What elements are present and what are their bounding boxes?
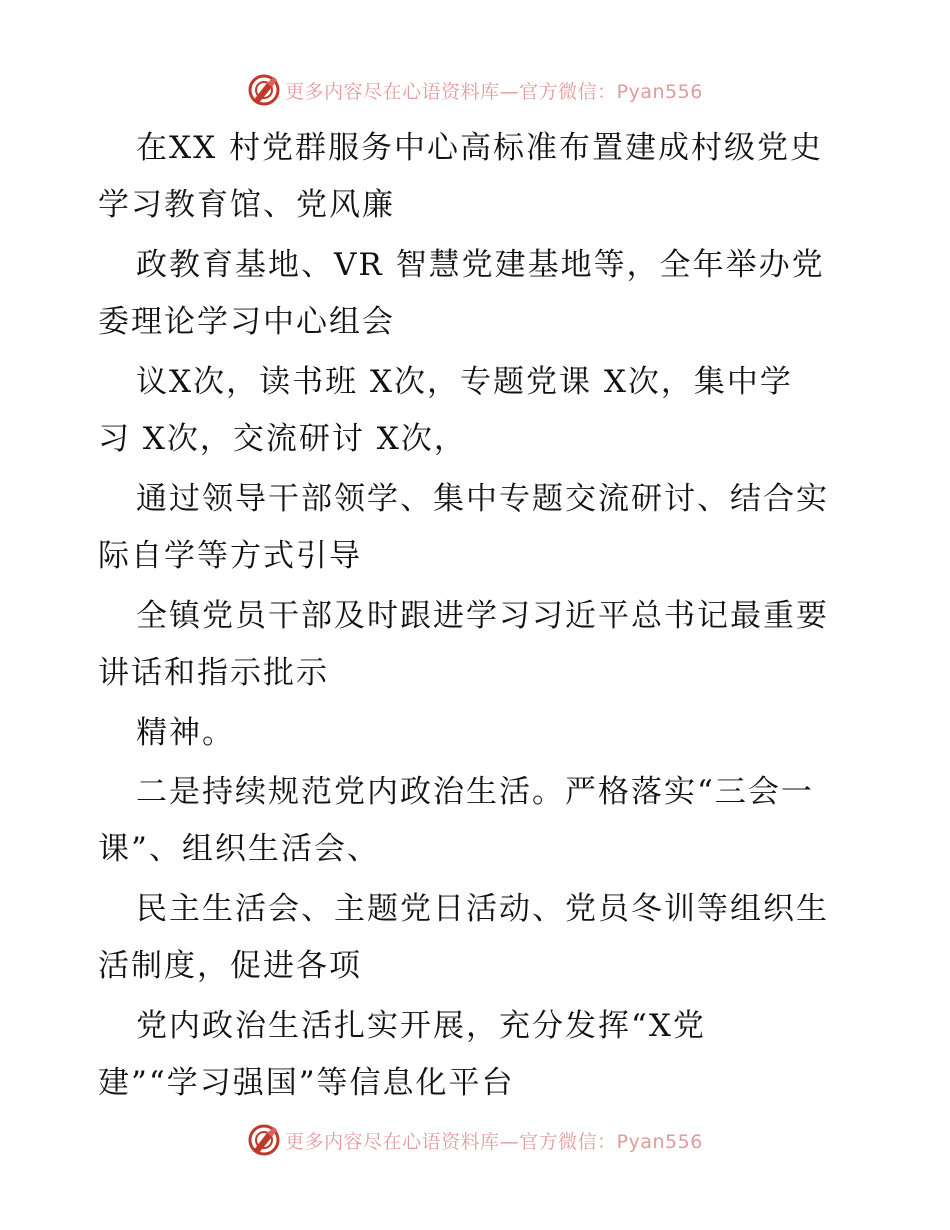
paragraph-6-line-1: 精神。 xyxy=(136,715,235,751)
footer-watermark-banner xyxy=(0,1120,950,1160)
paragraph-8-line-2: 活制度，促进各项 xyxy=(98,948,362,984)
paragraph-1-line-1: 在XX 村党群服务中心高标准布置建成村级党史 xyxy=(136,130,823,166)
paragraph-3-line-1: 议X次，读书班 X次，专题党课 X次，集中学 xyxy=(136,364,793,400)
banner-text: 更多内容尽在心语资料库—官方微信：Pyan556 xyxy=(285,80,703,103)
paragraph-9-line-2: 建”“学习强国”等信息化平台 xyxy=(98,1065,515,1101)
paragraph-3-line-2: 习 X次，交流研讨 X次， xyxy=(98,421,467,457)
paragraph-4-line-1: 通过领导干部领学、集中专题交流研讨、结合实 xyxy=(136,481,829,517)
paragraph-4-line-2: 际自学等方式引导 xyxy=(98,538,362,574)
paragraph-2-line-1: 政教育基地、VR 智慧党建基地等，全年举办党 xyxy=(136,247,825,283)
pen-nib-logo-icon xyxy=(247,1123,281,1157)
paragraph-9-line-1: 党内政治生活扎实开展，充分发挥“X党 xyxy=(136,1008,706,1044)
paragraph-1-line-2: 学习教育馆、党风廉 xyxy=(98,187,395,223)
paragraph-7-line-1: 二是持续规范党内政治生活。严格落实“三会一 xyxy=(136,774,814,810)
paragraph-2-line-2: 委理论学习中心组会 xyxy=(98,304,395,340)
paragraph-5-line-1: 全镇党员干部及时跟进学习习近平总书记最重要 xyxy=(136,598,829,634)
paragraph-5-line-2: 讲话和指示批示 xyxy=(98,655,329,691)
paragraph-7-line-2: 课”、组织生活会、 xyxy=(98,831,380,867)
banner-text: 更多内容尽在心语资料库—官方微信：Pyan556 xyxy=(285,1130,703,1153)
paragraph-8-line-1: 民主生活会、主题党日活动、党员冬训等组织生 xyxy=(136,891,829,927)
